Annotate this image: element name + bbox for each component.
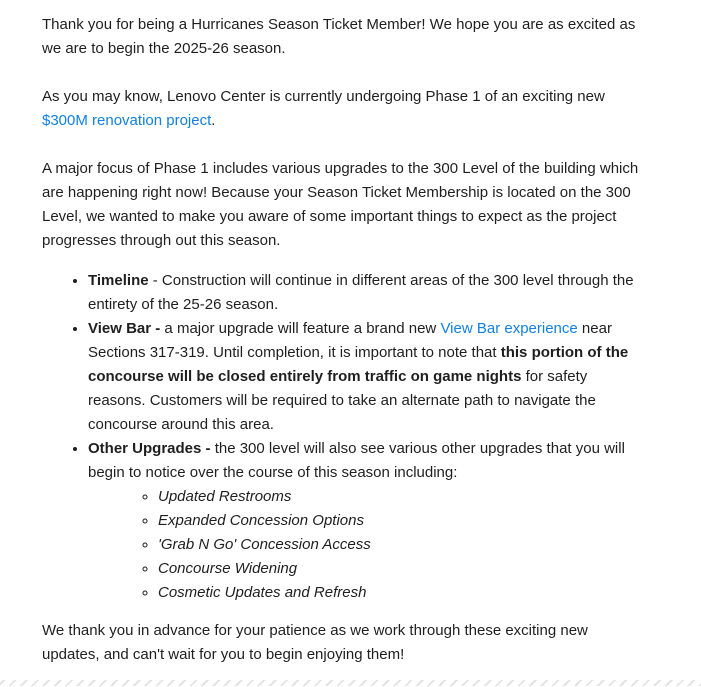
other-upgrades-text: the 300 level will also see various other upgrades that you will begin to notice over the course of this season including: [88,440,625,481]
timeline-label: Timeline [88,272,149,289]
sublist-item-updated-restrooms: ◦ Updated Restrooms [158,485,646,509]
view-bar-label: View Bar - [88,320,161,337]
cutoff-footer-pattern [0,680,701,686]
view-bar-text-2: near Sections 317-319. Until completion, it is important to note that [88,320,612,361]
other-upgrades-list-item [88,437,646,605]
sublist-item-expanded-concessions: ◦ Expanded Concession Options [158,509,646,533]
renovation-paragraph [42,85,646,133]
closing-text: We thank you in advance for your patience as we work through these exciting new updates, and can't wait for you to begin enjoying them! [42,622,588,663]
intro-paragraph [42,13,646,61]
renovation-project-link[interactable]: $300M renovation project [42,112,212,129]
renovation-text-after: . [211,112,216,129]
view-bar-text-3: for safety reasons. Customers will be required to take an alternate path to navigate the concourse around this area. [88,368,596,433]
view-bar-list-item [88,317,646,437]
other-upgrades-sublist [88,485,646,605]
phase1-focus-text: A major focus of Phase 1 includes various upgrades to the 300 Level of the building which are happening right now! Because your Season Ticket Membership is located on the 300 Level, we wanted to make you aware of some important things to expect as the project progresses through out this season. [42,160,639,249]
closing-paragraph [42,619,646,667]
view-bar-experience-link[interactable]: View Bar experience [440,320,578,337]
sublist-item-grab-n-go: ◦ 'Grab N Go' Concession Access [158,533,646,557]
sublist-item-concourse-widening: ◦ Concourse Widening [158,557,646,581]
concourse-closed-bold-text: this portion of the concourse will be closed entirely from traffic on game nights [88,344,629,385]
renovation-text-before: As you may know, Lenovo Center is currently undergoing Phase 1 of an exciting new [42,88,605,105]
intro-text: Thank you for being a Hurricanes Season Ticket Member! We hope you are as excited as we are to begin the 2025-26 season. [42,16,636,57]
timeline-list-item [88,269,646,317]
sublist-item-cosmetic-updates: ◦ Cosmetic Updates and Refresh [158,581,646,605]
other-upgrades-label: Other Upgrades - [88,440,211,457]
view-bar-text-1: a major upgrade will feature a brand new [160,320,441,337]
phase1-focus-paragraph [42,157,646,253]
timeline-text: - Construction will continue in different areas of the 300 level through the entirety of the 25-26 season. [88,272,634,313]
updates-list [42,269,646,605]
